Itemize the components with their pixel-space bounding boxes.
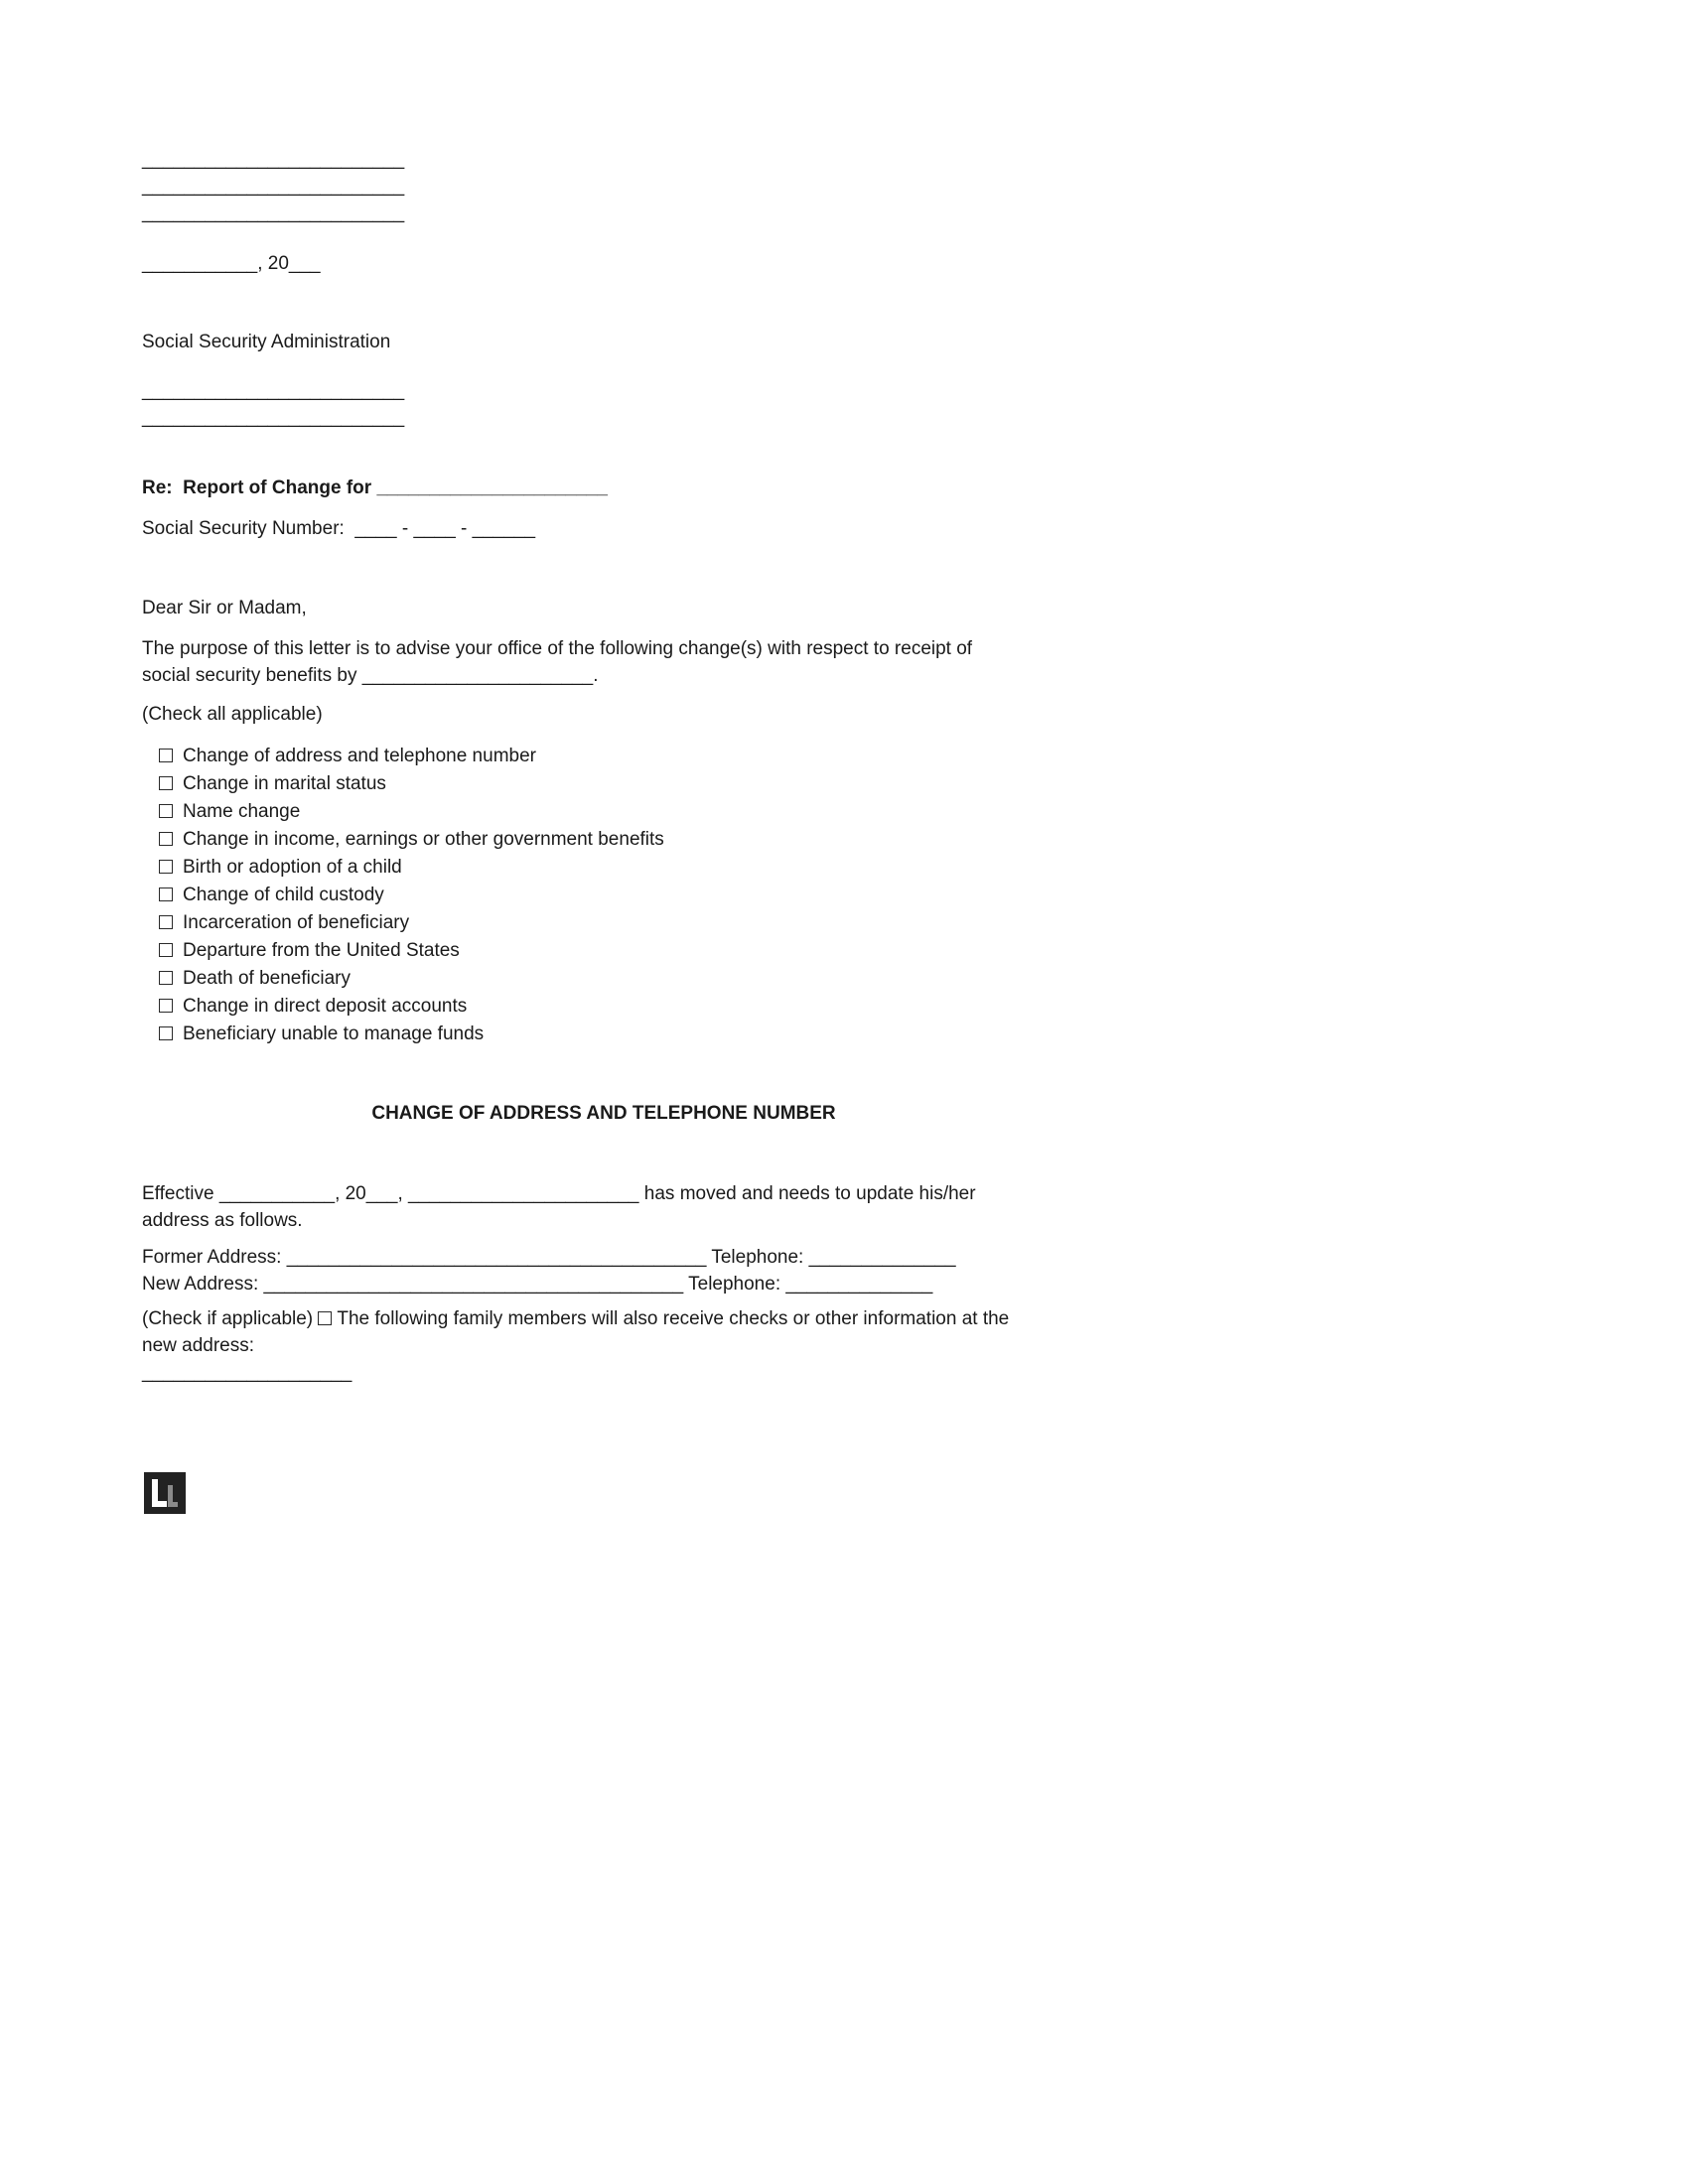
ssn-line bbox=[142, 515, 1065, 542]
change-option-row bbox=[159, 854, 1065, 882]
change-options-list bbox=[142, 743, 1065, 1048]
new-telephone-blank: ______________ bbox=[785, 1274, 933, 1295]
family-text: The following family members will also receive checks or other information at the new address: bbox=[142, 1308, 1015, 1356]
recipient-address-block bbox=[142, 377, 1065, 431]
change-option-label: Death of beneficiary bbox=[183, 968, 351, 989]
subject-blank: ______________________ bbox=[376, 478, 608, 498]
ssn-label: Social Security Number: bbox=[142, 518, 355, 539]
change-option-row bbox=[159, 826, 1065, 854]
logo-l-gray-icon bbox=[168, 1485, 178, 1507]
purpose-paragraph bbox=[142, 635, 1006, 689]
change-option-label: Departure from the United States bbox=[183, 940, 460, 961]
checkbox-icon[interactable] bbox=[159, 749, 173, 762]
family-checkbox-line bbox=[142, 1305, 1036, 1359]
checkbox-icon[interactable] bbox=[159, 943, 173, 957]
family-members-blank: ____________________ bbox=[142, 1362, 352, 1383]
checkbox-icon[interactable] bbox=[159, 832, 173, 846]
new-address-blank: ________________________________________ bbox=[263, 1274, 684, 1295]
effective-date-blank: ___________ bbox=[218, 1183, 336, 1204]
logo-l-white-icon bbox=[152, 1479, 167, 1507]
purpose-blank: ______________________ bbox=[361, 665, 594, 686]
recipient-blank-line: _________________________ bbox=[142, 380, 405, 401]
purpose-text: The purpose of this letter is to advise your office of the following change(s) with respect to receipt of social security benefits by bbox=[142, 638, 978, 686]
former-telephone-blank: ______________ bbox=[808, 1247, 956, 1268]
purpose-period: . bbox=[593, 665, 599, 686]
checkbox-icon[interactable] bbox=[159, 887, 173, 901]
effective-suffix: has moved and needs to update his/her address as follows. bbox=[142, 1183, 981, 1231]
effective-year: , 20___, bbox=[335, 1183, 409, 1204]
change-option-label: Birth or adoption of a child bbox=[183, 857, 402, 878]
family-prefix: (Check if applicable) bbox=[142, 1308, 319, 1329]
recipient-blank-line: _________________________ bbox=[142, 407, 405, 428]
recipient-name: Social Security Administration bbox=[142, 332, 391, 352]
date-line: ___________, 20___ bbox=[142, 253, 321, 274]
checkbox-icon[interactable] bbox=[159, 1026, 173, 1040]
change-option-row bbox=[159, 993, 1065, 1021]
new-address-line bbox=[142, 1271, 1065, 1297]
sender-blank-line: _________________________ bbox=[142, 203, 405, 223]
new-address-label: New Address: bbox=[142, 1274, 264, 1295]
checkbox-icon[interactable] bbox=[159, 915, 173, 929]
change-option-row bbox=[159, 909, 1065, 937]
change-option-label: Name change bbox=[183, 801, 301, 822]
change-option-label: Change of child custody bbox=[183, 885, 384, 905]
change-option-row bbox=[159, 798, 1065, 826]
change-option-label: Change in marital status bbox=[183, 773, 386, 794]
sender-blank-line: _________________________ bbox=[142, 176, 405, 197]
change-option-label: Change of address and telephone number bbox=[183, 746, 536, 766]
change-option-row bbox=[159, 937, 1065, 965]
change-option-label: Change in income, earnings or other government benefits bbox=[183, 829, 664, 850]
checkbox-icon[interactable] bbox=[159, 804, 173, 818]
effective-name-blank: ______________________ bbox=[408, 1183, 639, 1204]
section-heading: CHANGE OF ADDRESS AND TELEPHONE NUMBER bbox=[371, 1103, 836, 1124]
subject-line bbox=[142, 475, 1065, 501]
effective-prefix: Effective bbox=[142, 1183, 219, 1204]
effective-paragraph bbox=[142, 1180, 1016, 1234]
former-address-label: Former Address: bbox=[142, 1247, 287, 1268]
former-telephone-label: Telephone: bbox=[706, 1247, 809, 1268]
change-option-row bbox=[159, 1021, 1065, 1048]
ssn-blank: ____ - ____ - ______ bbox=[354, 518, 536, 539]
new-telephone-label: Telephone: bbox=[683, 1274, 786, 1295]
change-option-label: Beneficiary unable to manage funds bbox=[183, 1024, 485, 1044]
change-option-label: Change in direct deposit accounts bbox=[183, 996, 468, 1017]
sender-address-block bbox=[142, 146, 1065, 226]
salutation: Dear Sir or Madam, bbox=[142, 598, 307, 618]
checkbox-icon[interactable] bbox=[159, 999, 173, 1013]
checkbox-icon[interactable] bbox=[159, 860, 173, 874]
checkbox-icon[interactable] bbox=[318, 1311, 332, 1325]
change-option-row bbox=[159, 770, 1065, 798]
change-option-row bbox=[159, 743, 1065, 770]
change-option-label: Incarceration of beneficiary bbox=[183, 912, 410, 933]
former-address-blank: ________________________________________ bbox=[286, 1247, 707, 1268]
legal-templates-logo bbox=[144, 1472, 186, 1514]
subject-label: Re: Report of Change for bbox=[142, 478, 377, 498]
checkbox-icon[interactable] bbox=[159, 971, 173, 985]
former-address-line bbox=[142, 1244, 1065, 1271]
address-block bbox=[142, 1244, 1065, 1297]
change-option-row bbox=[159, 882, 1065, 909]
check-instruction: (Check all applicable) bbox=[142, 704, 323, 725]
letter-content bbox=[142, 146, 1065, 1386]
change-option-row bbox=[159, 965, 1065, 993]
checkbox-icon[interactable] bbox=[159, 776, 173, 790]
sender-blank-line: _________________________ bbox=[142, 149, 405, 170]
